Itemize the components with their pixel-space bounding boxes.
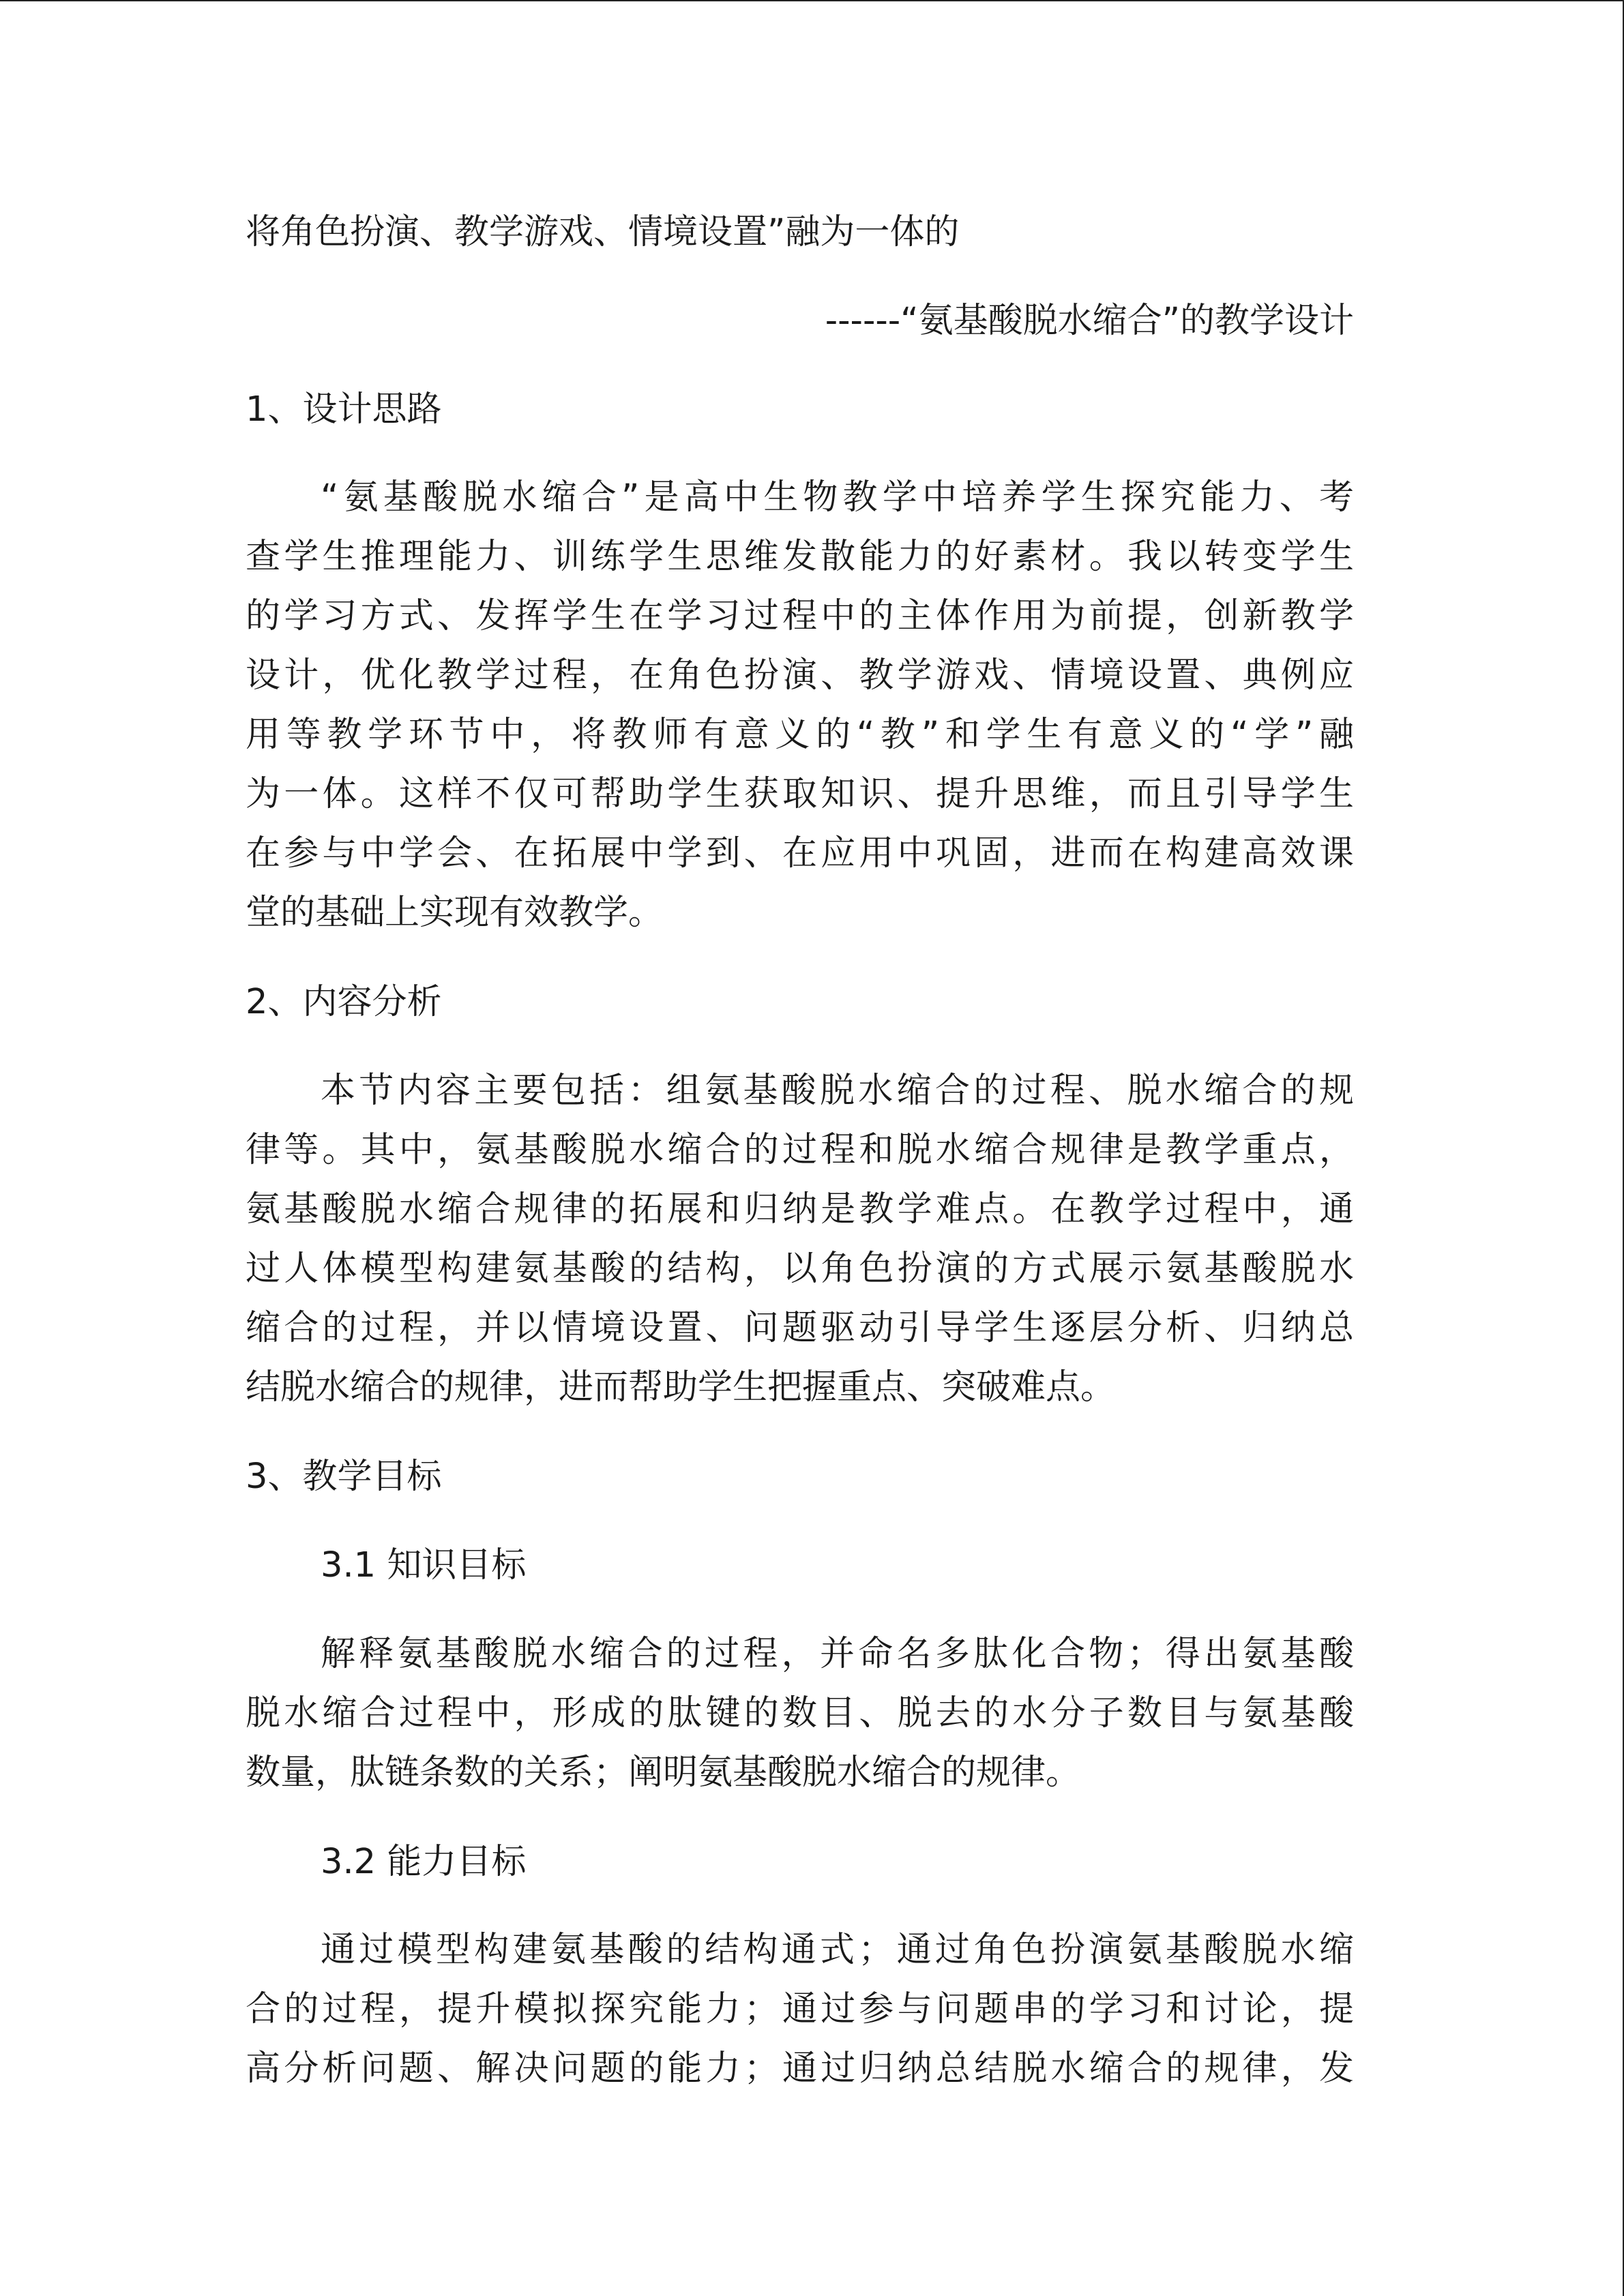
document-title: 将角色扮演、教学游戏、情境设置”融为一体的 bbox=[246, 212, 960, 252]
paragraph-line: 堂的基础上实现有效教学。 bbox=[246, 893, 664, 933]
paragraph-line: “氨基酸脱水缩合”是高中生物教学中培养学生探究能力、考 bbox=[321, 477, 1354, 518]
paragraph-line: 设计，优化教学过程，在角色扮演、教学游戏、情境设置、典例应 bbox=[246, 655, 1354, 696]
section-heading: 1、设计思路 bbox=[246, 389, 442, 430]
paragraph-line: 律等。其中，氨基酸脱水缩合的过程和脱水缩合规律是教学重点， bbox=[246, 1130, 1354, 1170]
paragraph-line: 在参与中学会、在拓展中学到、在应用中巩固，进而在构建高效课 bbox=[246, 833, 1354, 874]
section-heading: 2、内容分析 bbox=[246, 982, 442, 1022]
paragraph-line: 的学习方式、发挥学生在学习过程中的主体作用为前提，创新教学 bbox=[246, 596, 1354, 636]
subsection-heading: 3.1 知识目标 bbox=[321, 1545, 527, 1585]
paragraph-line: 高分析问题、解决问题的能力；通过归纳总结脱水缩合的规律，发 bbox=[246, 2048, 1354, 2089]
document-subtitle: ------“氨基酸脱水缩合”的教学设计 bbox=[825, 301, 1354, 341]
paragraph-line: 过人体模型构建氨基酸的结构，以角色扮演的方式展示氨基酸脱水 bbox=[246, 1249, 1354, 1289]
paragraph-line: 用等教学环节中，将教师有意义的“教”和学生有意义的“学”融 bbox=[246, 715, 1354, 755]
paragraph-line: 缩合的过程，并以情境设置、问题驱动引导学生逐层分析、归纳总 bbox=[246, 1308, 1354, 1348]
paragraph-line: 通过模型构建氨基酸的结构通式；通过角色扮演氨基酸脱水缩 bbox=[321, 1930, 1354, 1970]
paragraph-line: 本节内容主要包括：组氨基酸脱水缩合的过程、脱水缩合的规 bbox=[321, 1071, 1354, 1111]
paragraph-line: 查学生推理能力、训练学生思维发散能力的好素材。我以转变学生 bbox=[246, 537, 1354, 577]
section-heading: 3、教学目标 bbox=[246, 1457, 442, 1497]
paragraph-line: 解释氨基酸脱水缩合的过程，并命名多肽化合物；得出氨基酸 bbox=[321, 1634, 1354, 1674]
subsection-heading: 3.2 能力目标 bbox=[321, 1842, 527, 1882]
paragraph-line: 数量，肽链条数的关系；阐明氨基酸脱水缩合的规律。 bbox=[246, 1753, 1081, 1793]
paragraph-line: 合的过程，提升模拟探究能力；通过参与问题串的学习和讨论，提 bbox=[246, 1989, 1354, 2029]
paragraph-line: 为一体。这样不仅可帮助学生获取知识、提升思维，而且引导学生 bbox=[246, 774, 1354, 814]
paragraph-line: 结脱水缩合的规律，进而帮助学生把握重点、突破难点。 bbox=[246, 1367, 1116, 1407]
paragraph-line: 脱水缩合过程中，形成的肽键的数目、脱去的水分子数目与氨基酸 bbox=[246, 1693, 1354, 1733]
paragraph-line: 氨基酸脱水缩合规律的拓展和归纳是教学难点。在教学过程中，通 bbox=[246, 1189, 1354, 1229]
